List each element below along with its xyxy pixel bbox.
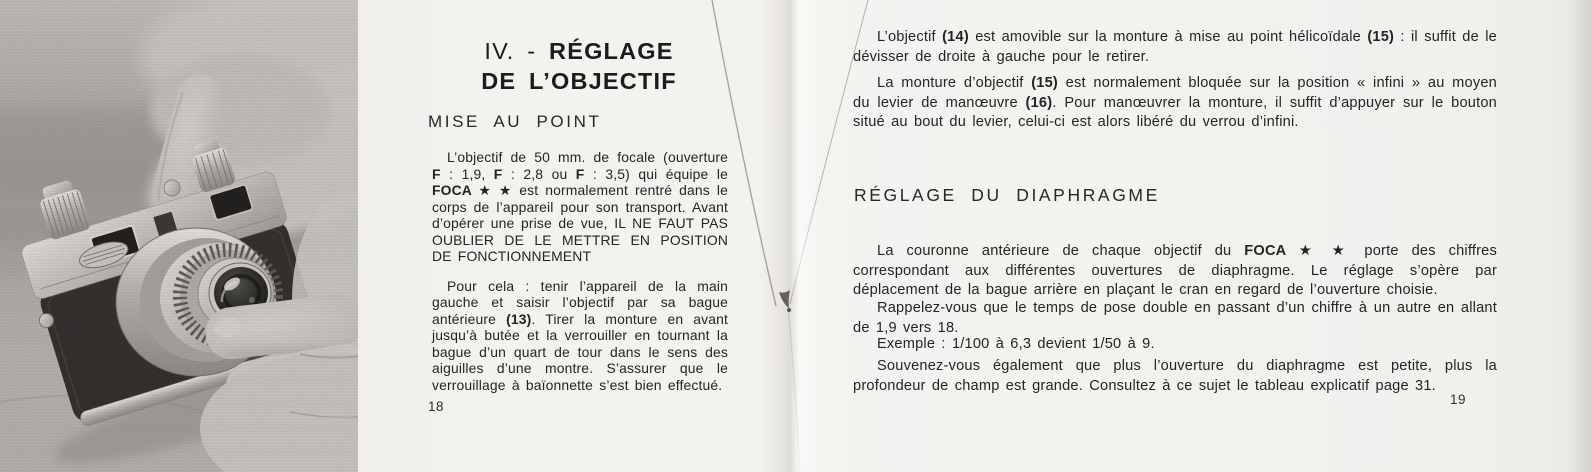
page-19 — [790, 0, 1592, 472]
paragraph-monture-bloquee: La monture d’objectif (15) est normalement bloquée sur la position « infini » au moyen du levier de manœuvre (16). Pour manœuvrer la monture, il suffit d’appuyer sur le bouton situé au bout du levier, celui-ci est alors libéré du verrou d’infini. — [853, 75, 1497, 130]
camera-photo-illustration — [0, 0, 358, 472]
paragraph-rappelez-vous: Rappelez-vous que le temps de pose double en passant d’un chiffre à un autre en allant de 1,9 vers 18. — [853, 300, 1497, 336]
page-number-right: 19 — [1450, 392, 1467, 407]
chapter-title-line1: IV. - RÉGLAGE — [484, 38, 674, 64]
paragraph-pour-cela: Pour cela : tenir l’appareil de la main gauche et saisir l’objectif par sa bague antérieure (13). Tirer la monture en avant jusqu’à butée et la verrouiller en tournant la bague d’un quart de tour dans le sens des aiguilles d’une montre. S’assurer que le verrouillage à baïonnette s’est bien effectué. — [432, 277, 729, 393]
paragraph-objectif-amovible: L’objectif (14) est amovible sur la monture à mise au point hélicoïdale (15) : il suffit de le dévisser de droite à gauche pour le retirer. — [853, 29, 1497, 65]
left-text-column — [432, 149, 728, 393]
chapter-title-line2: DE L’OBJECTIF — [481, 68, 677, 94]
paragraph-exemple: Exemple : 1/100 à 6,3 devient 1/50 à 9. — [877, 336, 1155, 352]
chapter-title — [363, 36, 795, 96]
camera-photo — [0, 0, 358, 472]
grain-overlay — [0, 0, 358, 472]
paragraph-objectif-50mm: L’objectif de 50 mm. de focale (ouverture F : 1,9, F : 2,8 ou F : 3,5) qui équipe le FOCA ★ ★ est normalement rentré dans le corps de l’appareil pour son transport. Avant d’opérer une prise de vue, IL NE FAUT PAS OUBLIER DE LE METTRE EN POSITION DE FONCTIONNEMENT — [432, 149, 728, 264]
section-heading-mise-au-point: MISE AU POINT — [428, 112, 602, 131]
page-18 — [358, 0, 790, 472]
paragraph-souvenez-vous: Souvenez-vous également que plus l’ouverture du diaphragme est petite, plus la profondeur de champ est grande. Consultez à ce sujet le tableau explicatif page 31. — [853, 358, 1497, 394]
section-heading-reglage-diaphragme: RÉGLAGE DU DIAPHRAGME — [854, 185, 1160, 205]
paragraph-couronne-anterieure: La couronne antérieure de chaque objectif du FOCA ★ ★ porte des chiffres correspondant aux différentes ouvertures de diaphragme. Le réglage s’opère par déplacement de la bague arrière en plaçant le cran en regard de l’ouverture choisie. — [853, 243, 1497, 298]
page-number-left: 18 — [428, 399, 445, 414]
